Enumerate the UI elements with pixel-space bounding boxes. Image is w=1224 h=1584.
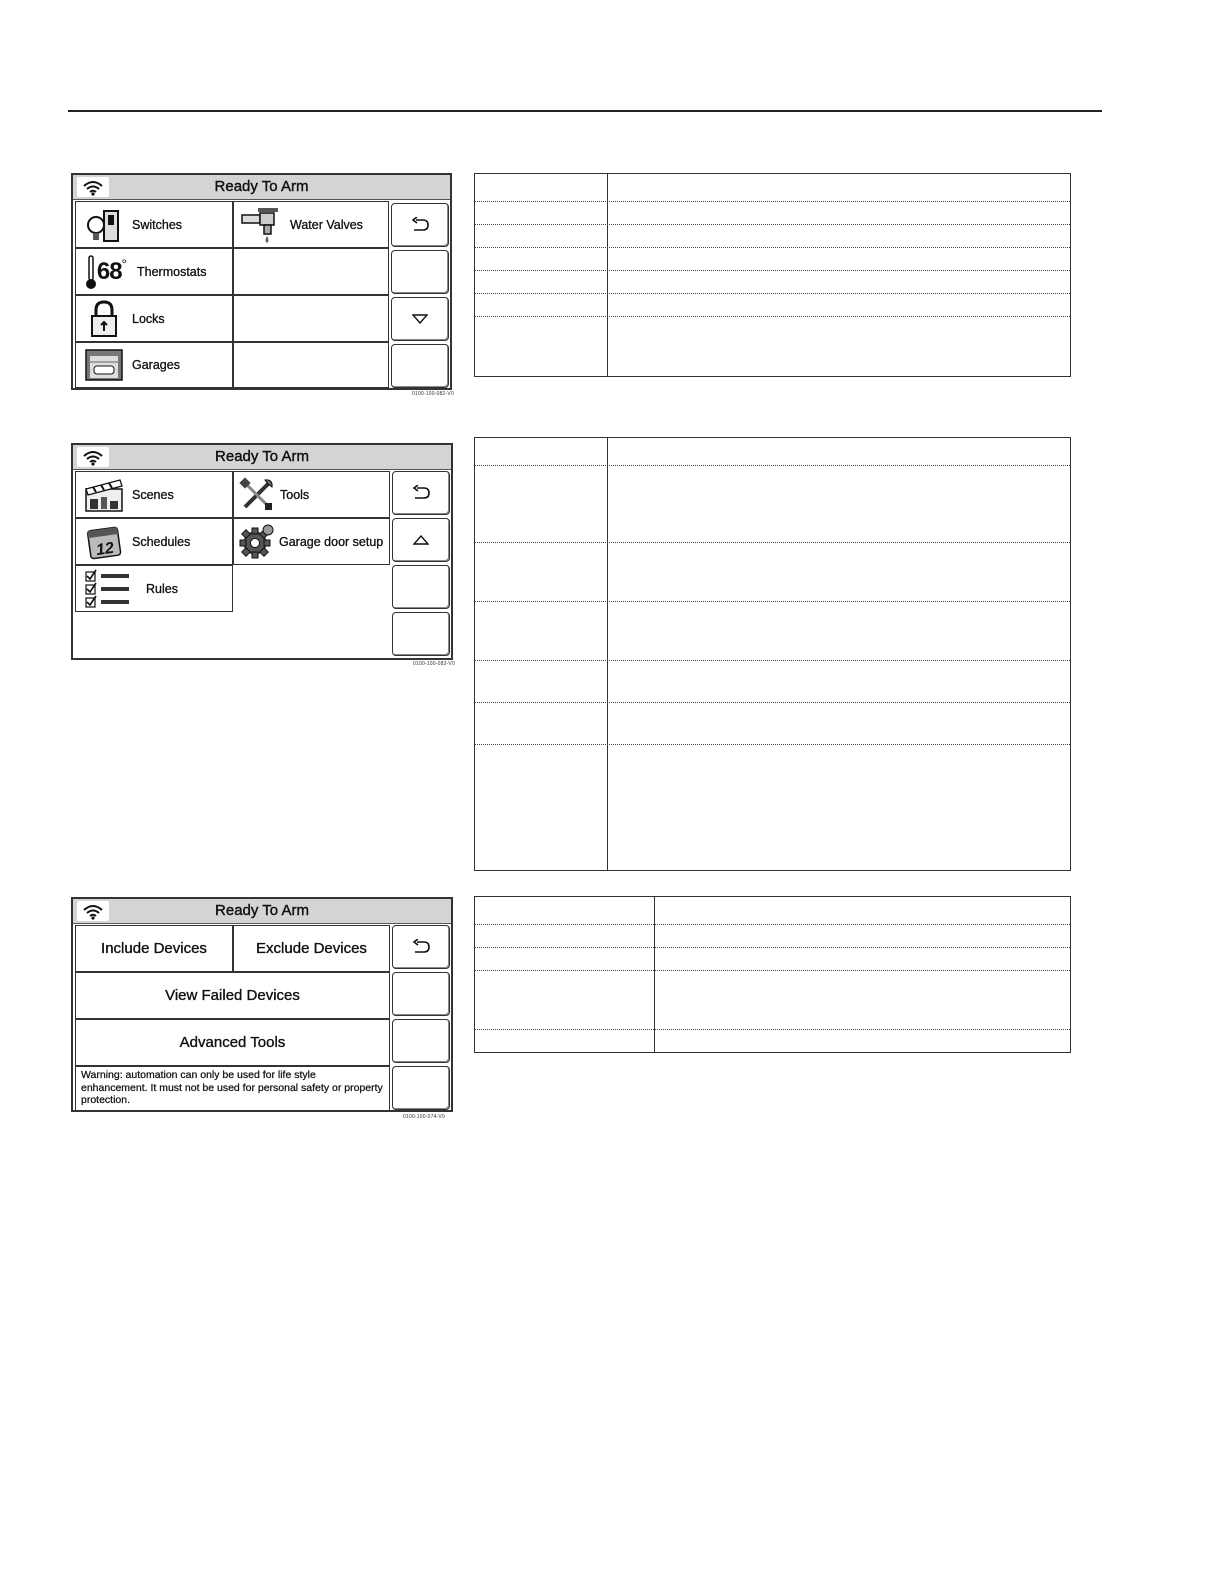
garage-door-setup-button[interactable] — [233, 518, 390, 565]
garage-door-setup-label: Garage door setup — [279, 534, 384, 549]
scroll-down-button[interactable] — [391, 297, 449, 341]
thermostat-icon — [79, 252, 133, 292]
include-devices-label: Include Devices — [101, 940, 207, 957]
back-button[interactable] — [392, 471, 450, 515]
status-title: Ready To Arm — [214, 178, 309, 195]
tools-button[interactable] — [233, 471, 390, 518]
warning-box — [75, 1066, 390, 1111]
garages-label: Garages — [132, 358, 180, 372]
thermostat-temperature: 68 — [96, 257, 122, 285]
thermostats-button[interactable] — [75, 248, 233, 295]
svg-text:12: 12 — [95, 539, 116, 559]
automation-screen — [71, 443, 453, 660]
scenes-button[interactable] — [75, 471, 233, 518]
lock-icon — [82, 299, 126, 339]
tools-icon — [238, 475, 276, 515]
tools-label: Tools — [280, 487, 310, 502]
calendar-icon — [82, 522, 126, 562]
wifi-icon — [77, 447, 109, 467]
empty-cell — [233, 342, 389, 388]
empty-cell — [233, 295, 389, 342]
switches-label: Switches — [132, 217, 183, 232]
checklist-icon — [82, 569, 138, 609]
wifi-icon — [77, 901, 109, 921]
empty-cell — [233, 248, 389, 295]
back-button[interactable] — [392, 925, 450, 969]
thermostat-degree: ° — [121, 255, 128, 272]
figure-id: 0100-100-074-V0 — [403, 1114, 445, 1120]
wifi-icon — [77, 177, 109, 197]
down-arrow-icon — [412, 314, 428, 324]
water-valves-button[interactable] — [233, 201, 389, 248]
table-1 — [474, 173, 1071, 377]
garages-button[interactable] — [75, 342, 233, 388]
rules-label: Rules — [146, 581, 178, 596]
up-arrow-icon — [413, 535, 429, 545]
blank-side-button[interactable] — [392, 1066, 450, 1110]
switches-button[interactable] — [75, 201, 233, 248]
status-bar — [73, 445, 451, 470]
exclude-devices-button[interactable] — [233, 925, 390, 972]
locks-button[interactable] — [75, 295, 233, 342]
schedules-label: Schedules — [132, 534, 191, 549]
status-bar — [73, 899, 451, 924]
scenes-label: Scenes — [132, 487, 174, 502]
garage-icon — [82, 345, 126, 385]
zwave-setup-screen — [71, 897, 453, 1112]
devices-screen — [71, 173, 452, 390]
scenes-icon — [82, 475, 126, 515]
schedules-button[interactable] — [75, 518, 233, 565]
figure-id: 0100-100-083-V0 — [413, 661, 455, 667]
advanced-tools-button[interactable] — [75, 1019, 390, 1066]
advanced-tools-label: Advanced Tools — [179, 1034, 286, 1051]
blank-side-button[interactable] — [392, 565, 450, 609]
blank-side-button[interactable] — [392, 1019, 450, 1063]
gear-icon — [238, 522, 276, 562]
view-failed-devices-label: View Failed Devices — [165, 987, 300, 1004]
blank-side-button[interactable] — [392, 972, 450, 1016]
table-2 — [474, 437, 1071, 871]
locks-label: Locks — [132, 311, 165, 326]
water-valve-icon — [240, 205, 284, 245]
rules-button[interactable] — [75, 565, 233, 612]
thermostats-label: Thermostats — [137, 264, 207, 279]
status-title: Ready To Arm — [215, 448, 309, 465]
blank-side-button[interactable] — [391, 344, 449, 388]
blank-side-button[interactable] — [392, 612, 450, 656]
back-icon — [411, 939, 431, 955]
figure-id: 0100-100-082-V0 — [412, 391, 454, 397]
warning-text: Warning: automation can only be used for life style enhancement. It must not be used for personal safety or property protection. — [81, 1069, 383, 1106]
switch-icon — [82, 205, 126, 245]
status-bar — [73, 175, 450, 200]
exclude-devices-label: Exclude Devices — [256, 940, 367, 957]
include-devices-button[interactable] — [75, 925, 233, 972]
top-rule — [68, 110, 1102, 112]
back-icon — [411, 485, 431, 501]
back-icon — [410, 217, 430, 233]
blank-side-button[interactable] — [391, 250, 449, 294]
view-failed-devices-button[interactable] — [75, 972, 390, 1019]
scroll-up-button[interactable] — [392, 518, 450, 562]
table-3 — [474, 896, 1071, 1053]
back-button[interactable] — [391, 203, 449, 247]
water-valves-label: Water Valves — [290, 217, 363, 232]
status-title: Ready To Arm — [215, 902, 309, 919]
